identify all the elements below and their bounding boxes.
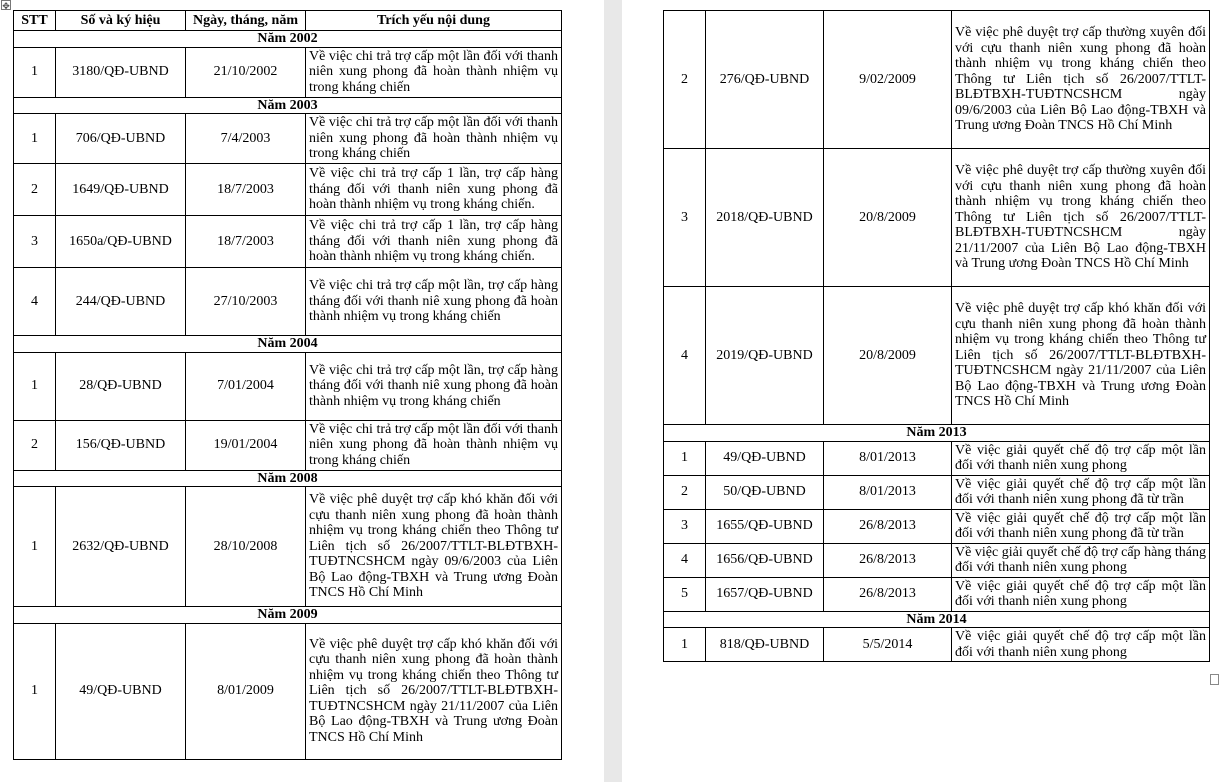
cell-trich-yeu: Về việc chi trả trợ cấp một lần, trợ cấp hàng tháng đối với thanh niê xung phong đã hoàn thành nhiệm vụ trong kháng chiến: [306, 268, 562, 336]
year-row: Năm 2002: [14, 31, 562, 48]
cell-ngay: 28/10/2008: [186, 487, 306, 607]
table-row: [664, 287, 1210, 425]
table-row: [664, 628, 1210, 662]
cell-stt: 2: [14, 164, 56, 216]
cell-trich-yeu: Về việc giải quyết chế độ trợ cấp một lần đối với thanh niên xung phong đã từ trần: [952, 509, 1210, 543]
table-row: [14, 623, 562, 759]
cell-trich-yeu: Về việc giải quyết chế độ trợ cấp một lần đối với thanh niên xung phong: [952, 577, 1210, 611]
cell-ngay: 18/7/2003: [186, 164, 306, 216]
cell-stt: 2: [14, 420, 56, 470]
cell-stt: 4: [14, 268, 56, 336]
table-row: [664, 543, 1210, 577]
year-row: Năm 2008: [14, 470, 562, 487]
table-row: [14, 216, 562, 268]
cell-stt: 1: [14, 352, 56, 420]
cell-trich-yeu: Về việc chi trả trợ cấp 1 lần, trợ cấp hàng tháng đối với thanh niên xung phong đã hoàn thành nhiệm vụ trong kháng chiến.: [306, 216, 562, 268]
cell-so-ky-hieu: 50/QĐ-UBND: [706, 475, 824, 509]
cell-ngay: 8/01/2013: [824, 441, 952, 475]
cell-ngay: 8/01/2009: [186, 623, 306, 759]
cell-trich-yeu: Về việc chi trả trợ cấp một lần, trợ cấp hàng tháng đối với thanh niê xung phong đã hoàn thành nhiệm vụ trong kháng chiến: [306, 352, 562, 420]
table-row: [14, 420, 562, 470]
cell-stt: 1: [14, 47, 56, 97]
table-move-handle-icon[interactable]: ✥: [2, 1, 10, 11]
cell-so-ky-hieu: 244/QĐ-UBND: [56, 268, 186, 336]
cell-so-ky-hieu: 3180/QĐ-UBND: [56, 47, 186, 97]
cell-so-ky-hieu: 1656/QĐ-UBND: [706, 543, 824, 577]
cell-ngay: 26/8/2013: [824, 509, 952, 543]
table-row: [664, 577, 1210, 611]
year-row: Năm 2009: [14, 607, 562, 624]
cell-ngay: 20/8/2009: [824, 149, 952, 287]
cell-stt: 1: [14, 623, 56, 759]
table-header-row: [14, 11, 562, 31]
year-row: Năm 2013: [664, 425, 1210, 442]
cell-so-ky-hieu: 818/QĐ-UBND: [706, 628, 824, 662]
table-row: [664, 11, 1210, 149]
table-resize-handle-icon[interactable]: [1210, 674, 1219, 685]
table-row: [664, 149, 1210, 287]
cell-trich-yeu: Về việc phê duyệt trợ cấp khó khăn đối với cựu thanh niên xung phong đã hoàn thành nhiệm vụ trong kháng chiến theo Thông tư Liên tịch số 26/2007/TTLT-BLĐTBXH-TUĐTNCSHCM ngày 21/11/2007 của Liên Bộ Lao động-TBXH và Trung ương Đoàn TNCS Hồ Chí Minh: [306, 623, 562, 759]
cell-so-ky-hieu: 1657/QĐ-UBND: [706, 577, 824, 611]
table-row: [14, 487, 562, 607]
cell-stt: 1: [664, 628, 706, 662]
table-row: [664, 509, 1210, 543]
cell-trich-yeu: Về việc chi trả trợ cấp một lần đối với thanh niên xung phong đã hoàn thành nhiệm vụ trong kháng chiến: [306, 47, 562, 97]
cell-ngay: 7/4/2003: [186, 114, 306, 164]
header-stt: STT: [14, 11, 56, 31]
cell-ngay: 26/8/2013: [824, 577, 952, 611]
cell-so-ky-hieu: 49/QĐ-UBND: [706, 441, 824, 475]
cell-trich-yeu: Về việc phê duyệt trợ cấp thường xuyên đối với cựu thanh niên xung phong đã hoàn thành nhiệm vụ trong kháng chiến theo Thông tư Liên tịch số 26/2007/TTLT-BLĐTBXH-TUĐTNCSHCM ngày 21/11/2007 của Liên Bộ Lao động-TBXH và Trung ương Đoàn TNCS Hồ Chí Minh: [952, 149, 1210, 287]
cell-so-ky-hieu: 2018/QĐ-UBND: [706, 149, 824, 287]
table-row: [664, 441, 1210, 475]
cell-stt: 3: [14, 216, 56, 268]
cell-trich-yeu: Về việc giải quyết chế độ trợ cấp một lần đối với thanh niên xung phong: [952, 441, 1210, 475]
cell-stt: 5: [664, 577, 706, 611]
table-row: [14, 114, 562, 164]
cell-trich-yeu: Về việc chi trả trợ cấp 1 lần, trợ cấp hàng tháng đối với thanh niên xung phong đã hoàn thành nhiệm vụ trong kháng chiến.: [306, 164, 562, 216]
cell-trich-yeu: Về việc chi trả trợ cấp một lần đối với thanh niên xung phong đã hoàn thành nhiệm vụ trong kháng chiến: [306, 420, 562, 470]
cell-ngay: 19/01/2004: [186, 420, 306, 470]
cell-stt: 4: [664, 287, 706, 425]
header-so-ky-hieu: Số và ký hiệu: [56, 11, 186, 31]
cell-ngay: 8/01/2013: [824, 475, 952, 509]
cell-ngay: 9/02/2009: [824, 11, 952, 149]
cell-stt: 1: [14, 114, 56, 164]
cell-ngay: 21/10/2002: [186, 47, 306, 97]
cell-trich-yeu: Về việc chi trả trợ cấp một lần đối với thanh niên xung phong đã hoàn thành nhiệm vụ trong kháng chiến: [306, 114, 562, 164]
page-gutter: [604, 0, 622, 782]
year-row: Năm 2004: [14, 336, 562, 353]
cell-stt: 1: [14, 487, 56, 607]
cell-stt: 4: [664, 543, 706, 577]
cell-trich-yeu: Về việc giải quyết chế độ trợ cấp một lần đối với thanh niên xung phong: [952, 628, 1210, 662]
cell-trich-yeu: Về việc phê duyệt trợ cấp khó khăn đối với cựu thanh niên xung phong đã hoàn thành nhiệm vụ trong kháng chiến theo Thông tư Liên tịch số 26/2007/TTLT-BLĐTBXH-TUĐTNCSHCM ngày 09/6/2003 của Liên Bộ Lao động-TBXH và Trung ương Đoàn TNCS Hồ Chí Minh: [306, 487, 562, 607]
cell-ngay: 18/7/2003: [186, 216, 306, 268]
cell-stt: 2: [664, 475, 706, 509]
cell-so-ky-hieu: 276/QĐ-UBND: [706, 11, 824, 149]
document-table-left: [13, 10, 562, 760]
table-row: [664, 475, 1210, 509]
table-row: [14, 352, 562, 420]
year-row: Năm 2003: [14, 97, 562, 114]
cell-so-ky-hieu: 2019/QĐ-UBND: [706, 287, 824, 425]
cell-so-ky-hieu: 1655/QĐ-UBND: [706, 509, 824, 543]
cell-so-ky-hieu: 1650a/QĐ-UBND: [56, 216, 186, 268]
cell-stt: 1: [664, 441, 706, 475]
cell-stt: 3: [664, 149, 706, 287]
cell-trich-yeu: Về việc giải quyết chế độ trợ cấp một lần đối với thanh niên xung phong đã từ trần: [952, 475, 1210, 509]
table-row: [14, 164, 562, 216]
cell-stt: 2: [664, 11, 706, 149]
cell-ngay: 7/01/2004: [186, 352, 306, 420]
cell-so-ky-hieu: 49/QĐ-UBND: [56, 623, 186, 759]
cell-ngay: 26/8/2013: [824, 543, 952, 577]
document-table-right: [663, 10, 1210, 662]
cell-so-ky-hieu: 1649/QĐ-UBND: [56, 164, 186, 216]
cell-ngay: 5/5/2014: [824, 628, 952, 662]
table-row: [14, 268, 562, 336]
cell-ngay: 20/8/2009: [824, 287, 952, 425]
cell-trich-yeu: Về việc giải quyết chế độ trợ cấp hàng tháng đối với thanh niên xung phong: [952, 543, 1210, 577]
cell-trich-yeu: Về việc phê duyệt trợ cấp thường xuyên đối với cựu thanh niên xung phong đã hoàn thành nhiệm vụ trong kháng chiến theo Thông tư Liên tịch số 26/2007/TTLT-BLĐTBXH-TUĐTNCSHCM ngày 09/6/2003 của Liên Bộ Lao động-TBXH và Trung ương Đoàn TNCS Hồ Chí Minh: [952, 11, 1210, 149]
cell-so-ky-hieu: 156/QĐ-UBND: [56, 420, 186, 470]
cell-ngay: 27/10/2003: [186, 268, 306, 336]
header-ngay: Ngày, tháng, năm: [186, 11, 306, 31]
cell-trich-yeu: Về việc phê duyệt trợ cấp khó khăn đối với cựu thanh niên xung phong đã hoàn thành nhiệm vụ trong kháng chiến theo Thông tư Liên tịch số 26/2007/TTLT-BLĐTBXH-TUĐTNCSHCM ngày 21/11/2007 của Liên Bộ Lao động-TBXH và Trung ương Đoàn TNCS Hồ Chí Minh: [952, 287, 1210, 425]
header-trich-yeu: Trích yếu nội dung: [306, 11, 562, 31]
cell-so-ky-hieu: 2632/QĐ-UBND: [56, 487, 186, 607]
year-row: Năm 2014: [664, 611, 1210, 628]
cell-stt: 3: [664, 509, 706, 543]
table-row: [14, 47, 562, 97]
cell-so-ky-hieu: 706/QĐ-UBND: [56, 114, 186, 164]
cell-so-ky-hieu: 28/QĐ-UBND: [56, 352, 186, 420]
